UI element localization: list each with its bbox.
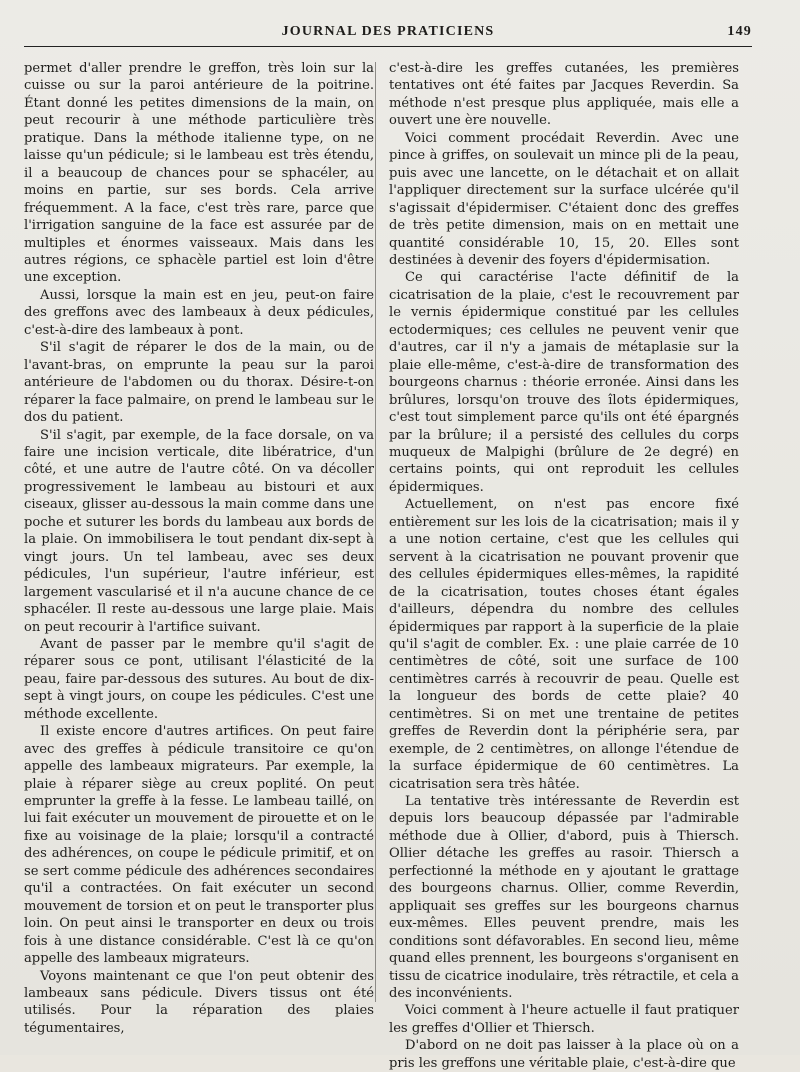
right-column xyxy=(389,60,739,1071)
paragraph: c'est-à-dire les greffes cutanées, les premières tentatives ont été faites par Jacques Reverdin. Sa méthode n'est presque plus appliquée, mais elle a ouvert une ère nouvelle. xyxy=(389,61,739,129)
paragraph: D'abord on ne doit pas laisser à la place où on a pris les greffons une véritable plaie, c'est-à-dire que xyxy=(389,1038,739,1071)
left-column xyxy=(24,60,374,1045)
paragraph: Voici comment procédait Reverdin. Avec une pince à griffes, on soulevait un mince pli de la peau, puis avec une lancette, on le détachait et on allait l'appliquer directement sur la surface ulcérée qu'il s'agissait d'épidermiser. C'étaient donc des greffes de très petite dimension, mais on en mettait une quantité considérable 10, 15, 20. Elles sont destinées à devenir des foyers d'épidermisation. xyxy=(389,130,739,268)
paragraph: permet d'aller prendre le greffon, très loin sur la cuisse ou sur la paroi antérieure de la poitrine. Étant donné les petites dimensions de la main, on peut recourir à une méthode particulière très pratique. Dans la méthode italienne type, on ne laisse qu'un pédicule; si le lambeau est très étendu, il a beaucoup de chances pour se sphacéler, au moins en partie, sur ses bords. Cela arrive fréquemment. A la face, c'est très rare, parce que l'irrigation sanguine de la face est assurée par de multiples et énormes vaisseaux. Mais dans les autres régions, ce sphacèle partiel est loin d'être une exception. xyxy=(24,61,374,286)
column-divider xyxy=(375,62,376,1002)
page-number: 149 xyxy=(727,24,752,39)
paragraph: Avant de passer par le membre qu'il s'agit de réparer sous ce pont, utilisant l'élasticité de la peau, faire par-dessous des sutures. Au bout de dix-sept à vingt jours, on coupe les pédicules. C'est une méthode excellente. xyxy=(24,636,374,722)
header-rule xyxy=(24,46,752,47)
running-header xyxy=(24,20,752,44)
paragraph: Voici comment à l'heure actuelle il faut pratiquer les greffes d'Ollier et Thiersch. xyxy=(389,1003,739,1036)
paragraph: S'il s'agit de réparer le dos de la main, ou de l'avant-bras, on emprunte la peau sur la paroi antérieure de l'abdomen ou du thorax. Désire-t-on réparer la face palmaire, on prend le lambeau sur le dos du patient. xyxy=(24,340,374,426)
paragraph: Aussi, lorsque la main est en jeu, peut-on faire des greffons avec des lambeaux à deux pédicules, c'est-à-dire des lambeaux à pont. xyxy=(24,287,374,338)
paragraph: S'il s'agit, par exemple, de la face dorsale, on va faire une incision verticale, dite libératrice, d'un côté, et une autre de l'autre côté. On va décoller progressivement le lambeau au bistouri et aux ciseaux, glisser au-dessous la main comme dans une poche et suturer les bords du lambeau aux bords de la plaie. On immobilisera le tout pendant dix-sept à vingt jours. Un tel lambeau, avec ses deux pédicules, l'un supérieur, l'autre inférieur, est largement vascularisé et il n'a aucune chance de ce sphacéler. Il reste au-dessous une large plaie. Mais on peut recourir à l'artifice suivant. xyxy=(24,427,374,635)
paragraph: Voyons maintenant ce que l'on peut obtenir des lambeaux sans pédicule. Divers tissus ont été utilisés. Pour la réparation des plaies tégumentaires, xyxy=(24,968,374,1036)
journal-title: JOURNAL DES PRATICIENS xyxy=(281,24,495,39)
paragraph: Actuellement, on n'est pas encore fixé entièrement sur les lois de la cicatrisation; mais il y a une notion certaine, c'est que les cellules qui servent à la cicatrisation ne pouvant provenir que des cellules épidermiques elles-mêmes, la rapidité de la cicatrisation, toutes choses étant égales d'ailleurs, dépendra du nombre des cellules épidermiques par rapport à la superficie de la plaie qu'il s'agit de combler. Ex. : une plaie carrée de 10 centimètres de côté, soit une surface de 100 centimètres carrés à recouvrir de peau. Quelle est la longueur des bords de cette plaie? 40 centimètres. Si on met une trentaine de petites greffes de Reverdin dont la périphérie sera, par exemple, de 2 centimètres, on allonge l'étendue de la surface épidermique de 60 centimètres. La cicatrisation sera très hâtée. xyxy=(389,497,739,792)
paragraph: La tentative très intéressante de Reverdin est depuis lors beaucoup dépassée par l'admirable méthode due à Ollier, d'abord, puis à Thiersch. Ollier détache les greffes au rasoir. Thiersch a perfectionné la méthode en y ajoutant le grattage des bourgeons charnus. Ollier, comme Reverdin, appliquait ses greffes sur les bourgeons charnus eux-mêmes. Elles peuvent prendre, mais les conditions sont défavorables. En second lieu, même quand elles prennent, les bourgeons s'organisent en tissu de cicatrice inodulaire, très rétractile, et cela a des inconvénients. xyxy=(389,794,739,1002)
paragraph: Il existe encore d'autres artifices. On peut faire avec des greffes à pédicule transitoire ce qu'on appelle des lambeaux migrateurs. Par exemple, la plaie à réparer siège au creux poplité. On peut emprunter la greffe à la fesse. Le lambeau taillé, on lui fait exécuter un mouvement de pirouette et on le fixe au voisinage de la plaie; lorsqu'il a contracté des adhérences, on coupe le pédicule primitif, et on se sert comme pédicule des adhérences secondaires qu'il a contractées. On fait exécuter un second mouvement de torsion et on peut le transporter plus loin. On peut ainsi le transporter en deux ou trois fois à une distance considérable. C'est là ce qu'on appelle des lambeaux migrateurs. xyxy=(24,724,374,967)
paragraph: Ce qui caractérise l'acte définitif de la cicatrisation de la plaie, c'est le recouvrement par le vernis épidermique constitué par les cellules ectodermiques; ces cellules ne peuvent venir que d'autres, car il n'y a jamais de métaplasie sur la plaie elle-même, c'est-à-dire de transformation des bourgeons charnus : théorie erronée. Ainsi dans les brûlures, lorsqu'on trouve des îlots épidermiques, c'est tout simplement parce qu'ils ont été épargnés par la brûlure; il a persisté des cellules du corps muqueux de Malpighi (brûlure de 2e degré) en certains points, qui ont reproduit les cellules épidermiques. xyxy=(389,270,739,495)
